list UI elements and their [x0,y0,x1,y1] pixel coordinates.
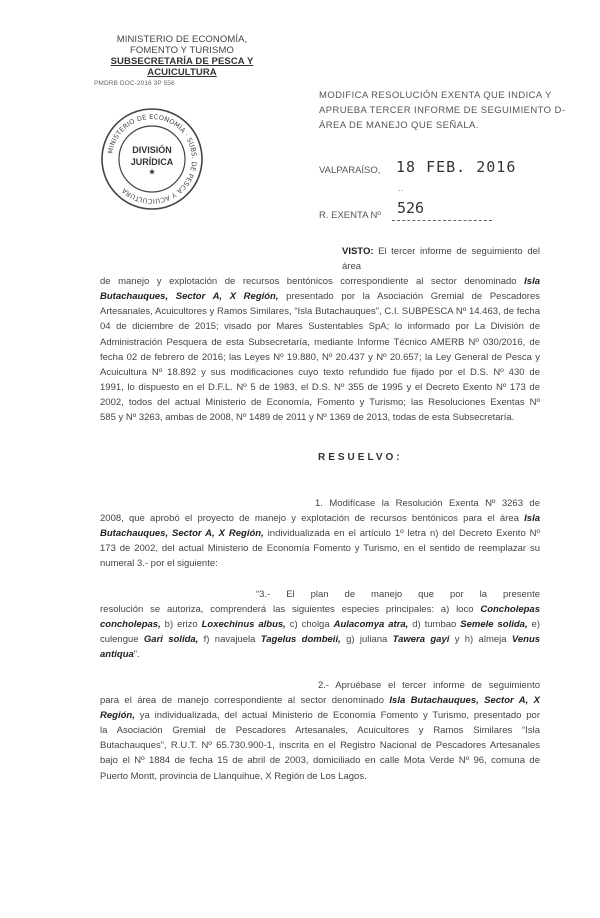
quote-erizo-label: b) erizo [164,619,198,631]
species-navajuela: Tagelus dombeii, [260,634,341,646]
replacement-numeral-quote [100,587,540,662]
division-juridica-stamp [100,107,204,211]
quote-culengue-label: culengue [100,634,139,646]
item1-area-name-part1: Isla [524,513,541,525]
subsecretaria-name: SUBSECRETARÍA DE PESCA Y ACUICULTURA [110,56,254,78]
visto-line-2: de manejo y explotación de recursos bentónicos correspondiente al sector denominado [100,276,517,288]
resolution-title [319,88,579,133]
title-line-3: ÁREA DE MANEJO QUE SEÑALA. [319,120,479,131]
ministry-line-2: FOMENTO Y TURISMO [130,45,234,56]
resolution-date: 18 FEB. 2016 [396,158,517,176]
visto-line-8: Acuicultura Nº 18.892 y sus modificaciones cuyo texto refundido fue fijado por el D.S. Nº 430 de [100,366,540,378]
date-mark: ·· [398,186,404,195]
resuelvo-heading: RESUELVO: [318,452,403,463]
item1-line-3: individualizada en el artículo 1º letra n) del Decreto Exento Nº [267,528,540,540]
quote-line-1: “3.- El plan de manejo que por la presente [256,589,540,600]
visto-paragraph [100,244,540,425]
exenta-label: R. EXENTA Nº [319,210,381,221]
quote-juliana-label: g) juliana [346,634,388,646]
species-loco-genus: Concholepas [480,604,540,616]
visto-line-10: 2002, todos del actual Ministerio de Economía, Fomento y Turismo; las Resoluciones Exentas Nº [100,396,540,408]
visto-line-6: Administración Pesquera de esta Subsecretaría, mediante Informe Técnico AMERB Nº 030/2016, de [100,336,540,348]
species-erizo: Loxechinus albus, [201,619,286,631]
ministry-line-1: MINISTERIO DE ECONOMÍA, [116,34,248,45]
visto-area-name-part2: Butachauques, Sector A, X Región, [100,291,279,303]
item2-area-name-part1: Isla Butachauques, Sector A, X [389,695,541,707]
species-cholga: Aulacomya atra, [333,619,409,631]
stamp-ring-text: MINISTERIO DE ECONOMÍA · SUBS. DE PESCA Y ACUICULTURA [106,112,199,206]
resolution-item-2 [100,678,540,784]
place-label: VALPARAÍSO, [319,165,381,176]
item2-line-2: para el área de manejo correspondiente al sector denominado [100,695,385,707]
visto-line-3: presentado por la Asociación Gremial de Pescadores [286,291,541,303]
item2-line-1: 2.- Apruébase el tercer informe de seguimiento [318,680,540,691]
exenta-number: 526 [397,199,425,217]
item2-area-name-part2: Región, [100,710,135,722]
title-line-1: MODIFICA RESOLUCIÓN EXENTA QUE INDICA Y [319,90,552,101]
visto-line-11: 585 y Nº 3263, ambas de 2008, Nº 1489 de 2011 y Nº 1369 de 2013, todas de esta Subsecretaría. [100,412,515,424]
visto-area-name-part1: Isla [524,276,540,288]
stamp-star-icon: ★ [148,169,156,176]
visto-line-9: 1991, lo dispuesto en el D.F.L. Nº 5 de 1983, el D.S. Nº 355 de 1995 y el Decreto Exento Nº 173 de [100,381,540,393]
item2-line-4: la Asociación Gremial de Pescadores Artesanales, Acuicultores y Ramos Similares “Isla [100,725,540,737]
species-tumbao: Semele solida, [460,619,528,631]
visto-line-5: 04 de diciembre de 2015; visado por Mares Sustentables SpA; lo informado por La División de [100,321,540,333]
resolution-item-1 [100,496,540,571]
exenta-underline [392,220,492,221]
item2-line-6: bajo el Nº 1884 de fecha 15 de abril de 2003, domiciliado en calle Mota Verde Nº 96, comuna de [100,755,540,767]
quote-navajuela-label: f) navajuela [203,634,256,646]
visto-label: VISTO: [342,246,374,257]
species-loco-epithet: concholepas, [100,619,161,631]
item2-line-5: Butachauques”, R.U.T. Nº 65.730.900-1, inscrita en el Registro Nacional de Pescadores Artesanales [100,740,540,752]
item1-line-4: 173 de 2002, del actual Ministerio de Economía Fomento y Turismo, en el sentido de reemplazar su [100,543,540,555]
stamp-center-line-2: JURÍDICA [130,157,174,167]
item1-area-name-part2: Butachauques, Sector A, X Región, [100,528,264,540]
species-almeja-epithet: antiqua [100,649,134,661]
quote-closing: ”. [133,649,140,661]
visto-line-1: El tercer informe de seguimiento del área [342,246,541,273]
visto-line-7: fecha 02 de febrero de 2016; las Leyes Nº 19.880, Nº 20.437 y Nº 20.657; la Ley General de Pesca y [100,351,540,363]
visto-line-4: Artesanales, Acuicultores y Ramos Similares, “Isla Butachauques”, C.I. SUBPESCA Nº 14.463, de fecha [100,306,540,318]
item2-line-3: ya individualizada, del actual Ministerio de Economía Fomento y Turismo, presentado por [139,710,540,722]
species-culengue: Gari solida, [143,634,199,646]
stamp-center-line-1: DIVISIÓN [132,145,172,155]
stamp-center-text [100,144,204,177]
item1-line-2: 2008, que aprobó el proyecto de manejo y explotación de recursos bentónicos para el área [100,513,519,525]
quote-item-e-label: e) [531,619,540,631]
item2-line-7: Puerto Montt, provincia de Llanquihue, X Región de Los Lagos. [100,770,367,782]
item1-line-5: numeral 3.- por el siguiente: [100,558,218,570]
quote-almeja-label: y h) almeja [454,634,507,646]
item1-line-1: 1. Modifícase la Resolución Exenta Nº 3263 de [315,498,540,509]
title-line-2: APRUEBA TERCER INFORME DE SEGUIMIENTO D- [319,105,566,116]
header-block [82,34,282,89]
species-almeja-genus: Venus [511,634,541,646]
quote-line-2: resolución se autoriza, comprenderá las siguientes especies principales: a) loco [100,604,474,616]
quote-cholga-label: c) cholga [289,619,330,631]
quote-tumbao-label: d) tumbao [412,619,457,631]
document-reference: PMDRB DOC-2016 3P 556 [94,80,175,87]
species-juliana: Tawera gayi [392,634,450,646]
